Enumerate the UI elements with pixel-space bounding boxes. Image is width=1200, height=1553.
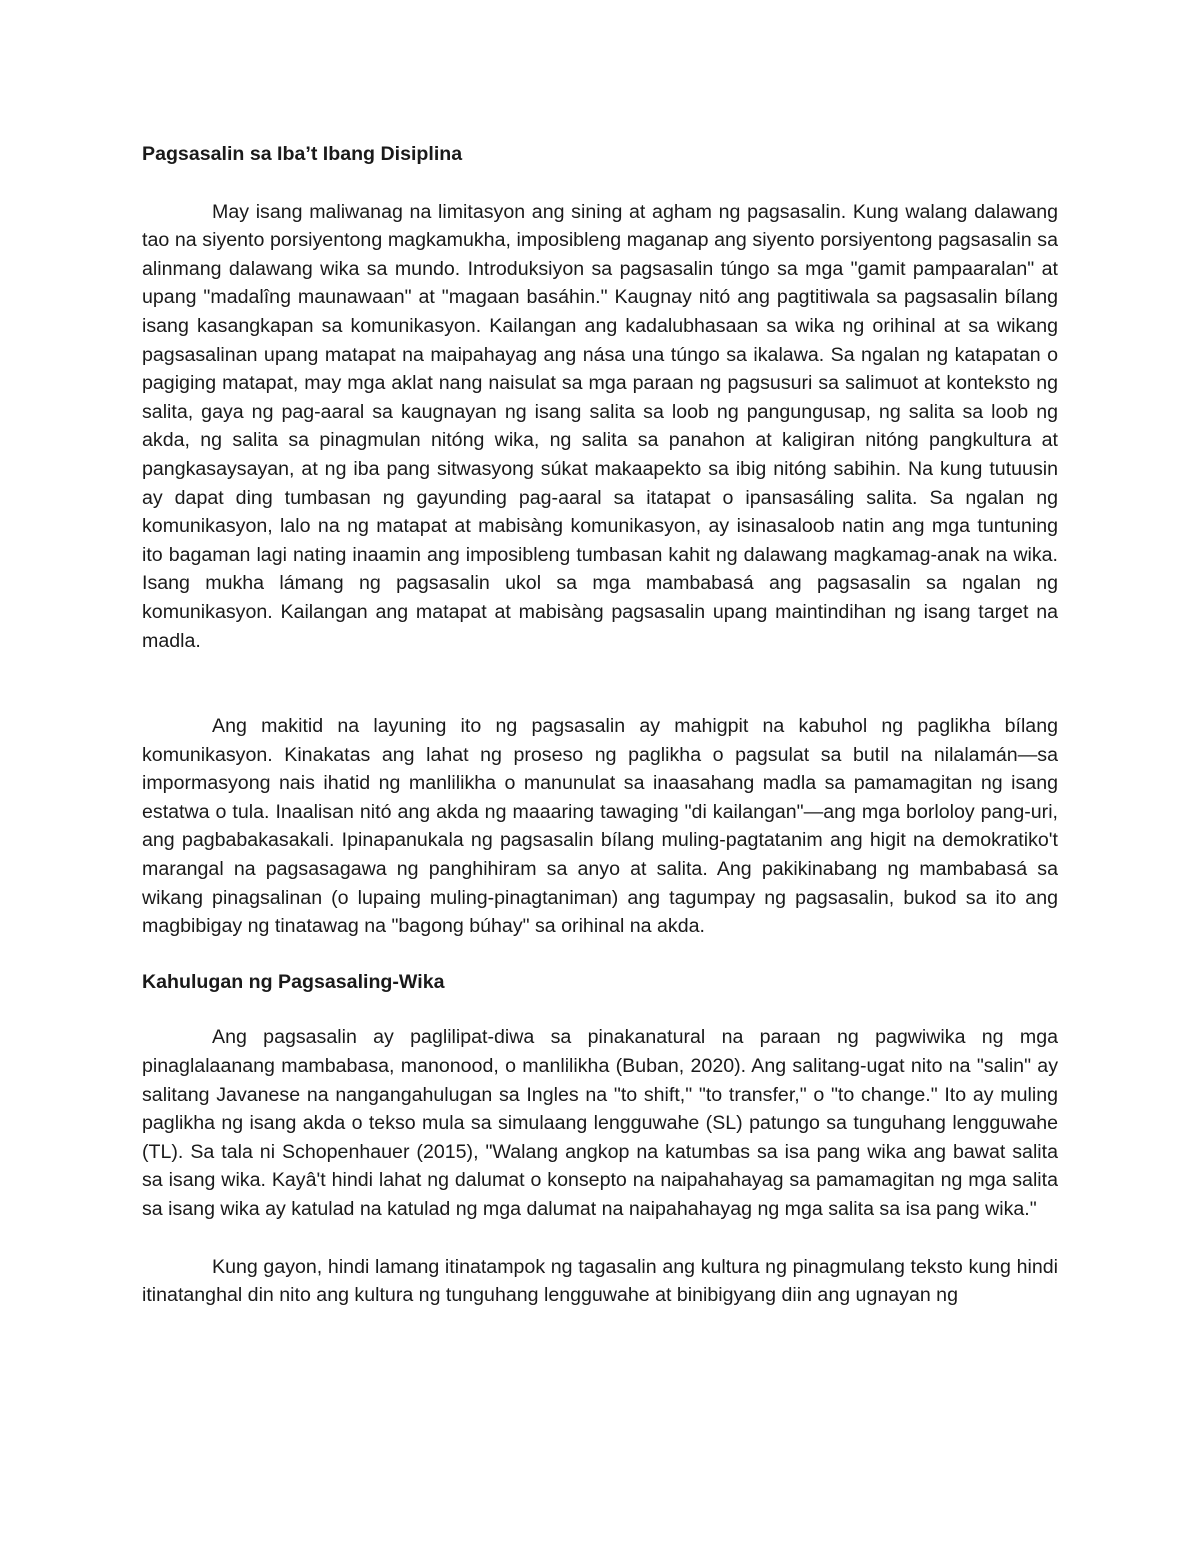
paragraph: Kung gayon, hindi lamang itinatampok ng tagasalin ang kultura ng pinagmulang teksto kung hindi itinatanghal din nito ang kultura ng tunguhang lengguwahe at binibigyang diin ang ugnayan ng (142, 1255, 1058, 1307)
section-heading-kahulugan: Kahulugan ng Pagsasaling-Wika (142, 970, 445, 993)
document-body (142, 140, 1058, 1310)
paragraph: Ang pagsasalin ay paglilipat-diwa sa pinakanatural na paraan ng pagwiwika ng mga pinaglalaanang mambabasa, manonood, o manlilikha (Buban, 2020). Ang salitang-ugat nito na "salin" ay salitang Javanese na nangangahulugan sa Ingles na "to shift," "to transfer," o "to change." Ito ay muling paglikha ng isang akda o tekso mula sa simulaang lengguwahe (SL) patungo sa tunguhang lengguwahe (TL). Sa tala ni Schopenhauer (2015), "Walang angkop na katumbas sa isa pang wika ang bawat salita sa isang wika. Kayâ't hindi lahat ng dalumat o konsepto na naipahahayag sa pamamagitan ng mga salita sa isang wika ay katulad na katulad ng mga dalumat na naipahahayag ng mga salita sa isa pang wika." (142, 1026, 1058, 1220)
paragraph: Ang makitid na layuning ito ng pagsasalin ay mahigpit na kabuhol ng paglikha bílang komunikasyon. Kinakatas ang lahat ng proseso ng paglikha o pagsulat sa butil na nilalamán—sa impormasyong nais ihatid ng manlilikha o manunulat sa inaasahang madla sa pamamagitan ng isang estatwa o tula. Inaalisan nitó ang akda ng maaaring tawaging "di kailangan"—ang mga borloloy pang-uri, ang pagbabakasakali. Ipinapanukala ng pagsasalin bílang muling-pagtatanim ang higit na demokratiko't marangal na pagsasagawa ng panghihiram sa anyo at salita. Ang pakikinabang ng mambabasá sa wikang pinagsalinan (o lupaing muling-pinagtaniman) ang tagumpay ng pagsasalin, bukod sa ito ang magbibigay ng tinatawag na "bagong búhay" sa orihinal na akda. (142, 715, 1058, 938)
section-heading-pagsasalin: Pagsasalin sa Iba’t Ibang Disiplina (142, 143, 463, 165)
paragraph: May isang maliwanag na limitasyon ang sining at agham ng pagsasalin. Kung walang dalawang tao na siyento porsiyentong magkamukha, imposibleng maganap ang siyento porsiyentong pagsasalin sa alinmang dalawang wika sa mundo. Introduksiyon sa pagsasalin túngo sa mga "gamit pampaaralan" at upang "madalîng maunawaan" at "magaan basáhin." Kaugnay nitó ang pagtitiwala sa pagsasalin bílang isang kasangkapan sa komunikasyon. Kailangan ang kadalubhasaan sa wika ng orihinal at sa wikang pagsasalinan upang matapat na maipahayag ang nása una túngo sa ikalawa. Sa ngalan ng katapatan o pagiging matapat, may mga aklat nang naisulat sa mga paraan ng pagsusuri sa salimuot at konteksto ng salita, gaya ng pag-aaral sa kaugnayan ng isang salita sa loob ng pangungusap, ng salita sa loob ng akda, ng salita sa pinagmulan nitóng wika, ng salita sa panahon at kaligiran nitóng pangkultura at pangkasaysayan, at ng iba pang sitwasyong súkat makaapekto sa ibig nitóng sabihin. Na kung tutuusin ay dapat ding tumbasan ng gayunding pag-aaral sa itatapat o ipansasáling salita. Sa ngalan ng komunikasyon, lalo na ng matapat at mabisàng komunikasyon, ay isinasaloob natin ang mga tuntuning ito bagaman lagi nating inaamin ang imposibleng tumbasan kahit ng dalawang magkamag-anak na wika. Isang mukha lámang ng pagsasalin ukol sa mga mambabasá ang pagsasalin sa ngalan ng komunikasyon. Kailangan ang matapat at mabisàng pagsasalin upang maintindihan ng isang target na madla. (142, 200, 1058, 652)
